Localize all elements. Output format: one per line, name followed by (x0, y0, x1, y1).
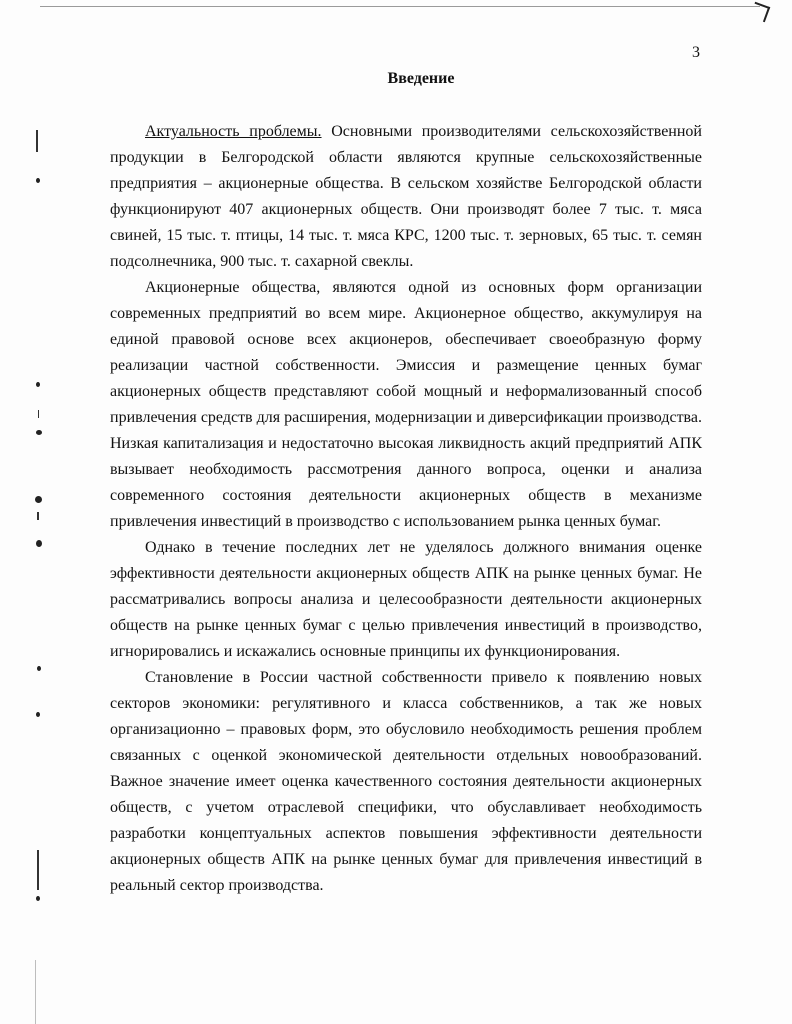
paragraph: Становление в России частной собственности привело к появлению новых секторов экономики: регулятивного и класса собственников, а так же новых организационно – правовых форм, это обусловило необходимость решения проблем связанных с оценкой экономической деятельности отдельных новообразований. Важное значение имеет оценка качественного состояния деятельности акционерных обществ, с учетом отраслевой специфики, что обуславливает необходимость разработки концептуальных аспектов повышения эффективности деятельности акционерных обществ АПК на рынке ценных бумаг для привлечения инвестиций в реальный сектор производства. (110, 669, 702, 894)
margin-mark (37, 850, 39, 890)
margin-mark (36, 540, 42, 547)
margin-mark (37, 512, 39, 520)
margin-mark (38, 410, 39, 418)
scan-corner-mark (750, 2, 771, 23)
paragraph-lead: Актуальность проблемы. (145, 123, 322, 140)
margin-mark (36, 896, 40, 901)
page-number: 3 (692, 44, 700, 61)
scan-margin-marks (28, 120, 48, 1020)
document-body (110, 119, 702, 899)
paragraph: Акционерные общества, являются одной из основных форм организации современных предприятий во всем мире. Акционерное общество, аккумулируя на единой правовой основе всех акционеров, обеспечивает своеобразную форму реализации частной собственности. Эмиссия и размещение ценных бумаг акционерных обществ представляют собой мощный и неформализованный способ привлечения средств для расширения, модернизации и диверсификации производства. Низкая капитализация и недостаточно высокая ликвидность акций предприятий АПК вызывает необходимость рассмотрения данного вопроса, оценки и анализа современного состояния деятельности акционерных обществ в механизме привлечения инвестиций в производство с использованием рынка ценных бумаг. (110, 279, 702, 530)
margin-mark (36, 382, 40, 387)
section-heading: Введение (387, 70, 455, 87)
margin-mark (36, 712, 40, 717)
margin-mark (36, 178, 40, 183)
margin-mark (36, 430, 42, 435)
margin-mark (35, 496, 42, 503)
margin-mark (37, 666, 41, 671)
scan-left-edge (35, 960, 36, 1024)
margin-mark (36, 130, 38, 152)
paragraph (110, 119, 702, 275)
scan-top-edge (40, 6, 760, 7)
paragraph-text: Основными производителями сельскохозяйственной продукции в Белгородской области являются крупные сельскохозяйственные предприятия – акционерные общества. В сельском хозяйстве Белгородской области функционируют 407 акционерных обществ. Они производят более 7 тыс. т. мяса свиней, 15 тыс. т. птицы, 14 тыс. т. мяса КРС, 1200 тыс. т. зерновых, 65 тыс. т. семян подсолнечника, 900 тыс. т. сахарной свеклы. (110, 123, 702, 270)
paragraph: Однако в течение последних лет не уделялось должного внимания оценке эффективности деятельности акционерных обществ АПК на рынке ценных бумаг. Не рассматривались вопросы анализа и целесообразности деятельности акционерных обществ на рынке ценных бумаг с целью привлечения инвестиций в производство, игнорировались и искажались основные принципы их функционирования. (110, 539, 702, 660)
